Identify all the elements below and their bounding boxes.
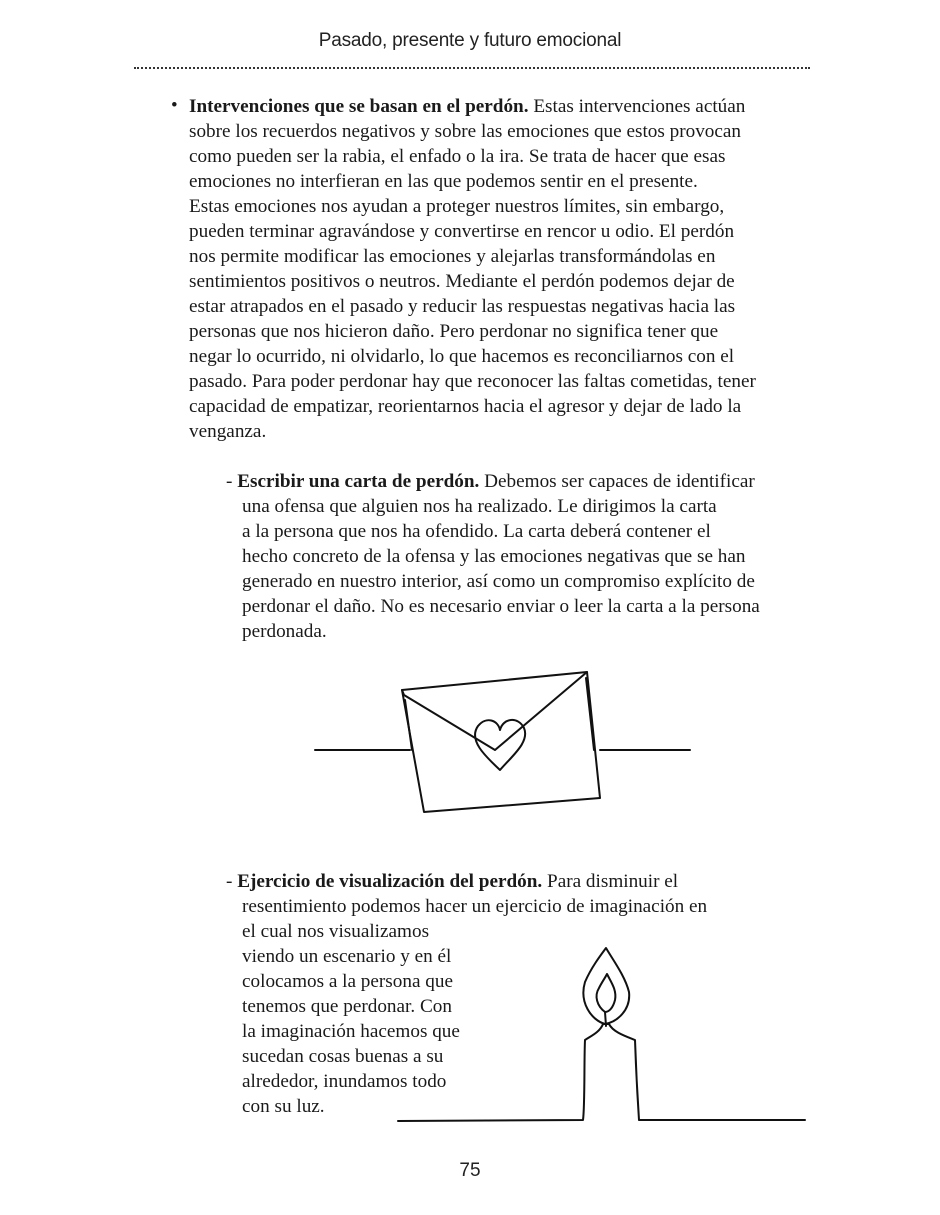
item-line: una ofensa que alguien nos ha realizado. Le dirigimos la carta [242, 496, 717, 517]
candle-flame-icon [395, 940, 815, 1130]
forgiveness-heading: Intervenciones que se basan en el perdón. [189, 96, 529, 117]
item-line: la imaginación hacemos que [242, 1021, 460, 1042]
item-line: el cual nos visualizamos [242, 921, 430, 942]
envelope-flap [402, 672, 587, 750]
flame-inner [597, 974, 616, 1012]
paragraph-line: sentimientos positivos o neutros. Mediante el perdón podemos dejar de [189, 271, 735, 292]
paragraph-line: nos permite modificar las emociones y alejarlas transformándolas en [189, 246, 716, 267]
item-line: viendo un escenario y en él [242, 946, 452, 967]
header-dotted-rule [134, 67, 810, 69]
candle-body-line [398, 1024, 805, 1121]
item-line: resentimiento podemos hacer un ejercicio de imaginación en [242, 896, 708, 917]
paragraph-line: Estas emociones nos ayudan a proteger nuestros límites, sin embargo, [189, 196, 725, 217]
visualization-heading: Ejercicio de visualización del perdón. [237, 871, 543, 892]
item-line: a la persona que nos ha ofendido. La carta deberá contener el [242, 521, 711, 542]
item-line: perdonar el daño. No es necesario enviar o leer la carta a la persona [242, 596, 760, 617]
forgiveness-letter-item [226, 469, 760, 644]
dash-marker: - [226, 471, 233, 492]
paragraph-line-1: Intervenciones que se basan en el perdón. Estas intervenciones actúan [189, 96, 746, 117]
item-line-1: - Ejercicio de visualización del perdón. Para disminuir el [226, 871, 679, 892]
item-line: generado en nuestro interior, así como un compromiso explícito de [242, 571, 755, 592]
item-line: tenemos que perdonar. Con [242, 996, 452, 1017]
bullet-marker: • [171, 95, 178, 116]
paragraph-line: pasado. Para poder perdonar hay que reconocer las faltas cometidas, tener [189, 371, 756, 392]
envelope-side-stroke [405, 700, 412, 750]
envelope-heart-icon [300, 660, 700, 820]
item-line: con su luz. [242, 1096, 325, 1117]
paragraph-line: pueden terminar agravándose y convertirse en rencor u odio. El perdón [189, 221, 735, 242]
forgiveness-interventions-paragraph [189, 94, 756, 444]
running-header: Pasado, presente y futuro emocional [318, 30, 622, 51]
item-line: alrededor, inundamos todo [242, 1071, 447, 1092]
paragraph-line: capacidad de empatizar, reorientarnos hacia el agresor y dejar de lado la [189, 396, 742, 417]
envelope-body [402, 672, 600, 812]
paragraph-line: estar atrapados en el pasado y reducir las respuestas negativas hacia las [189, 296, 736, 317]
paragraph-line: venganza. [189, 421, 267, 442]
item-line: perdonada. [242, 621, 327, 642]
paragraph-line: negar lo ocurrido, ni olvidarlo, lo que hacemos es reconciliarnos con el [189, 346, 735, 367]
envelope-side-stroke-right [586, 678, 594, 750]
item-line: sucedan cosas buenas a su [242, 1046, 444, 1067]
item-line-1: - Escribir una carta de perdón. Debemos ser capaces de identificar [226, 471, 755, 492]
paragraph-line: sobre los recuerdos negativos y sobre las emociones que estos provocan [189, 121, 742, 142]
item-line: hecho concreto de la ofensa y las emociones negativas que se han [242, 546, 746, 567]
letter-heading: Escribir una carta de perdón. [237, 471, 480, 492]
paragraph-line: personas que nos hicieron daño. Pero perdonar no significa tener que [189, 321, 719, 342]
candle-wick [605, 1012, 606, 1026]
paragraph-line: emociones no interfieran en las que podemos sentir en el presente. [189, 171, 698, 192]
dash-marker: - [226, 871, 233, 892]
page-number: 75 [459, 1160, 481, 1181]
paragraph-line: como pueden ser la rabia, el enfado o la ira. Se trata de hacer que esas [189, 146, 726, 167]
item-line: colocamos a la persona que [242, 971, 453, 992]
